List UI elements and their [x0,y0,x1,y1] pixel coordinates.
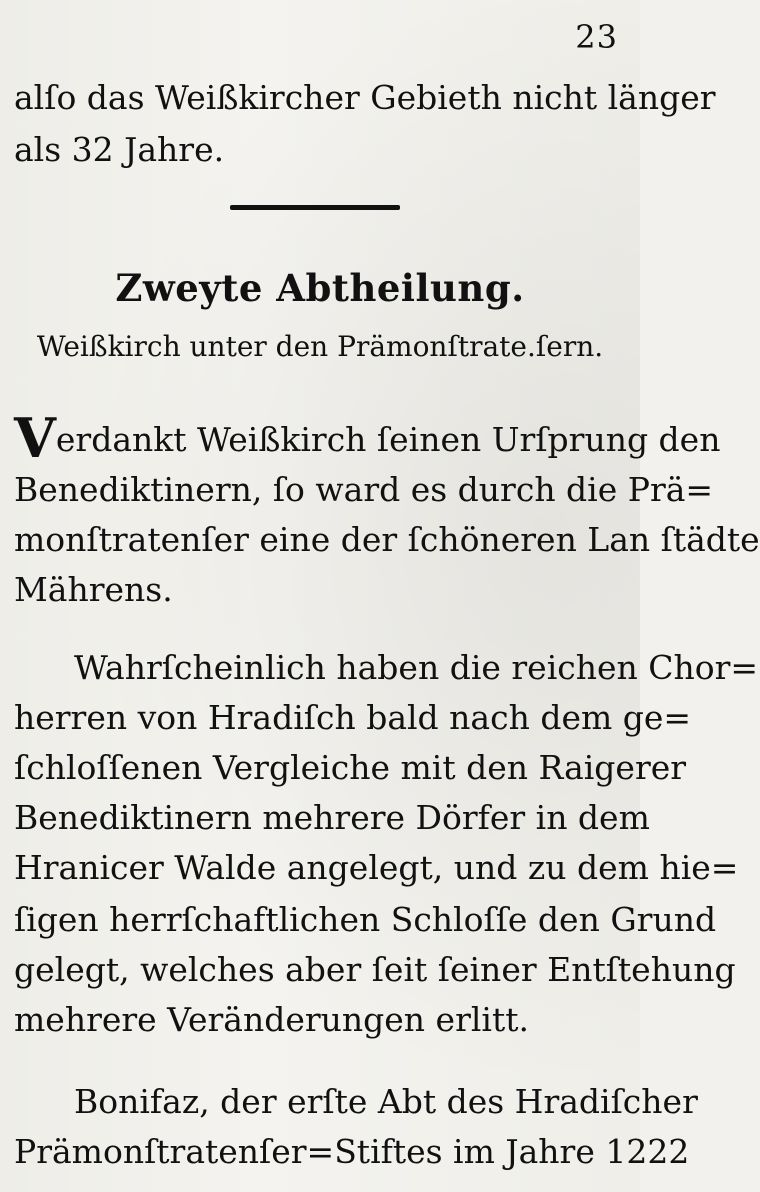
text-line: Benediktinern mehrere Dörfer in dem [14,798,650,837]
text-line: Wahrſcheinlich haben die reichen Chor= [74,648,759,687]
text-line: Hranicer Walde angelegt, und zu dem hie= [14,848,739,887]
paragraph-1-line [14,406,721,470]
text-line: Bonifaz, der erſte Abt des Hradiſcher [74,1082,698,1121]
text-line: monſtratenſer eine der ſchöneren Lan ſtädte [14,520,760,559]
text-line: erdankt Weißkirch ſeinen Urſprung den [55,420,721,459]
text-line: mehrere Veränderungen erlitt. [14,1000,529,1039]
text-line: als 32 Jahre. [14,130,225,169]
text-line: Benediktinern, ſo ward es durch die Prä= [14,470,714,509]
section-divider [230,205,400,210]
text-line: Mährens. [14,570,173,609]
drop-cap: V [14,406,56,470]
text-line: alſo das Weißkircher Gebieth nicht länger [14,78,716,117]
section-heading: Zweyte Abtheilung. [115,266,525,310]
page-number: 23 [575,18,618,56]
section-subheading: Weißkirch unter den Prämonſtrate.ſern. [36,330,604,363]
text-line: ſigen herrſchaftlichen Schloſſe den Grund [14,900,717,939]
text-line: herren von Hradiſch bald nach dem ge= [14,698,692,737]
text-line: Prämonſtratenſer=Stiftes im Jahre 1222 [14,1132,690,1171]
text-line: ſchloſſenen Vergleiche mit den Raigerer [14,748,687,787]
text-line: gelegt, welches aber ſeit ſeiner Entſtehung [14,950,736,989]
